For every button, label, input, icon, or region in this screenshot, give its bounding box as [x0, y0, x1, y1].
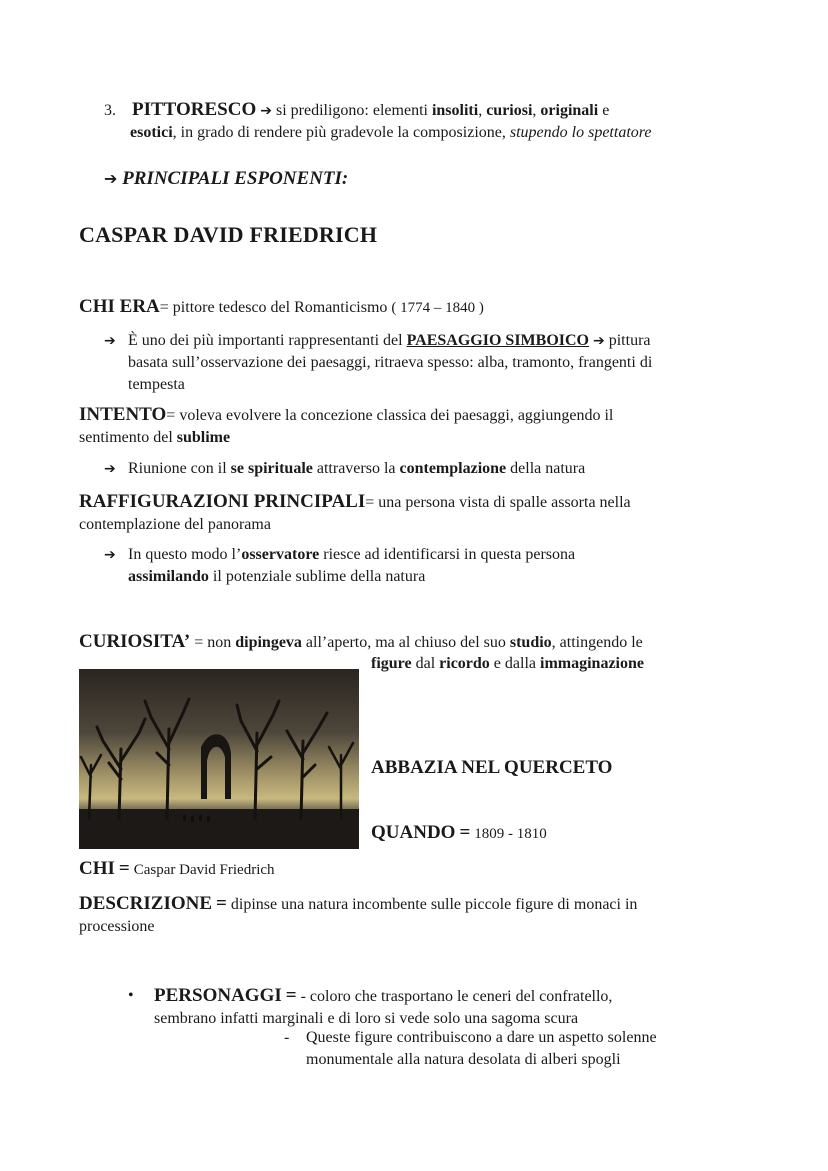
arrow-bullet-icon: ➔ [104, 547, 116, 563]
personaggi-sub: Queste figure contribuiscono a dare un aspetto solenne monumentale alla natura desolata di alberi spogli [306, 1029, 657, 1068]
chi-era-label: CHI ERA [79, 296, 160, 317]
opera-title: ABBAZIA NEL QUERCETO [371, 757, 613, 778]
raffigurazioni-block: RAFFIGURAZIONI PRINCIPALI= una persona vista di spalle assorta nella contemplazione del panorama [79, 491, 631, 533]
paesaggio-simboico: PAESAGGIO SIMBOICO [406, 332, 589, 349]
pittoresco-line-1: 3. PITTORESCO ➔ si prediligono: elementi insoliti, curiosi, originali e [104, 99, 610, 120]
intento-bullet: Riunione con il se spirituale attraverso la contemplazione della natura [128, 460, 586, 477]
arrow-right-icon: ➔ [104, 169, 118, 188]
esponenti-heading: ➔ PRINCIPALI ESPONENTI: [104, 168, 349, 189]
curiosita-line-1: CURIOSITA’ = non dipingeva all’aperto, ma al chiuso del suo studio, attingendo le [79, 631, 643, 652]
quando-label: QUANDO [371, 822, 456, 843]
curiosita-line-2: figure dal ricordo e dalla immaginazione [371, 655, 644, 672]
painting-image [79, 669, 359, 849]
chi-label: CHI [79, 858, 115, 879]
chi-era-bullet: È uno dei più importanti rappresentanti del PAESAGGIO SIMBOICO ➔ pittura basata sull’osservazione dei paesaggi, ritraeva spesso: alba, tramonto, frangenti di tempesta [128, 332, 653, 393]
abbey-oakwood-painting [79, 669, 359, 849]
intento-label: INTENTO [79, 404, 167, 425]
descrizione-block: DESCRIZIONE = dipinse una natura incombente sulle piccole figure di monaci in processione [79, 893, 638, 935]
arrow-bullet-icon: ➔ [104, 461, 116, 477]
dot-bullet-icon: • [128, 987, 134, 1004]
curiosita-label: CURIOSITA’ [79, 631, 191, 652]
pittoresco-line-2: esotici, in grado di rendere più gradevole la composizione, stupendo lo spettatore [130, 124, 652, 141]
quando-line: QUANDO = 1809 - 1810 [371, 822, 547, 843]
artist-name: CASPAR DAVID FRIEDRICH [79, 222, 378, 247]
arrow-bullet-icon: ➔ [104, 333, 116, 349]
list-number: 3. [104, 102, 116, 119]
intento-block: INTENTO= voleva evolvere la concezione classica dei paesaggi, aggiungendo il sentimento del sublime [79, 404, 614, 446]
raffigurazioni-label: RAFFIGURAZIONI PRINCIPALI [79, 491, 366, 512]
arrow-right-icon: ➔ [260, 103, 272, 119]
raffigurazioni-bullet: In questo modo l’osservatore riesce ad identificarsi in questa persona assimilando il potenziale sublime della natura [128, 546, 576, 585]
chi-era-line: CHI ERA= pittore tedesco del Romanticismo ( 1774 – 1840 ) [79, 296, 484, 317]
pittoresco-label: PITTORESCO [132, 99, 257, 120]
chi-line: CHI = Caspar David Friedrich [79, 858, 275, 879]
arrow-right-icon: ➔ [593, 333, 605, 349]
dash-bullet: - [284, 1029, 290, 1046]
descrizione-label: DESCRIZIONE [79, 893, 213, 914]
personaggi-block: PERSONAGGI = - coloro che trasportano le ceneri del confratello, sembrano infatti marginali e di loro si vede solo una sagoma scura [154, 985, 613, 1027]
personaggi-label: PERSONAGGI [154, 985, 282, 1006]
